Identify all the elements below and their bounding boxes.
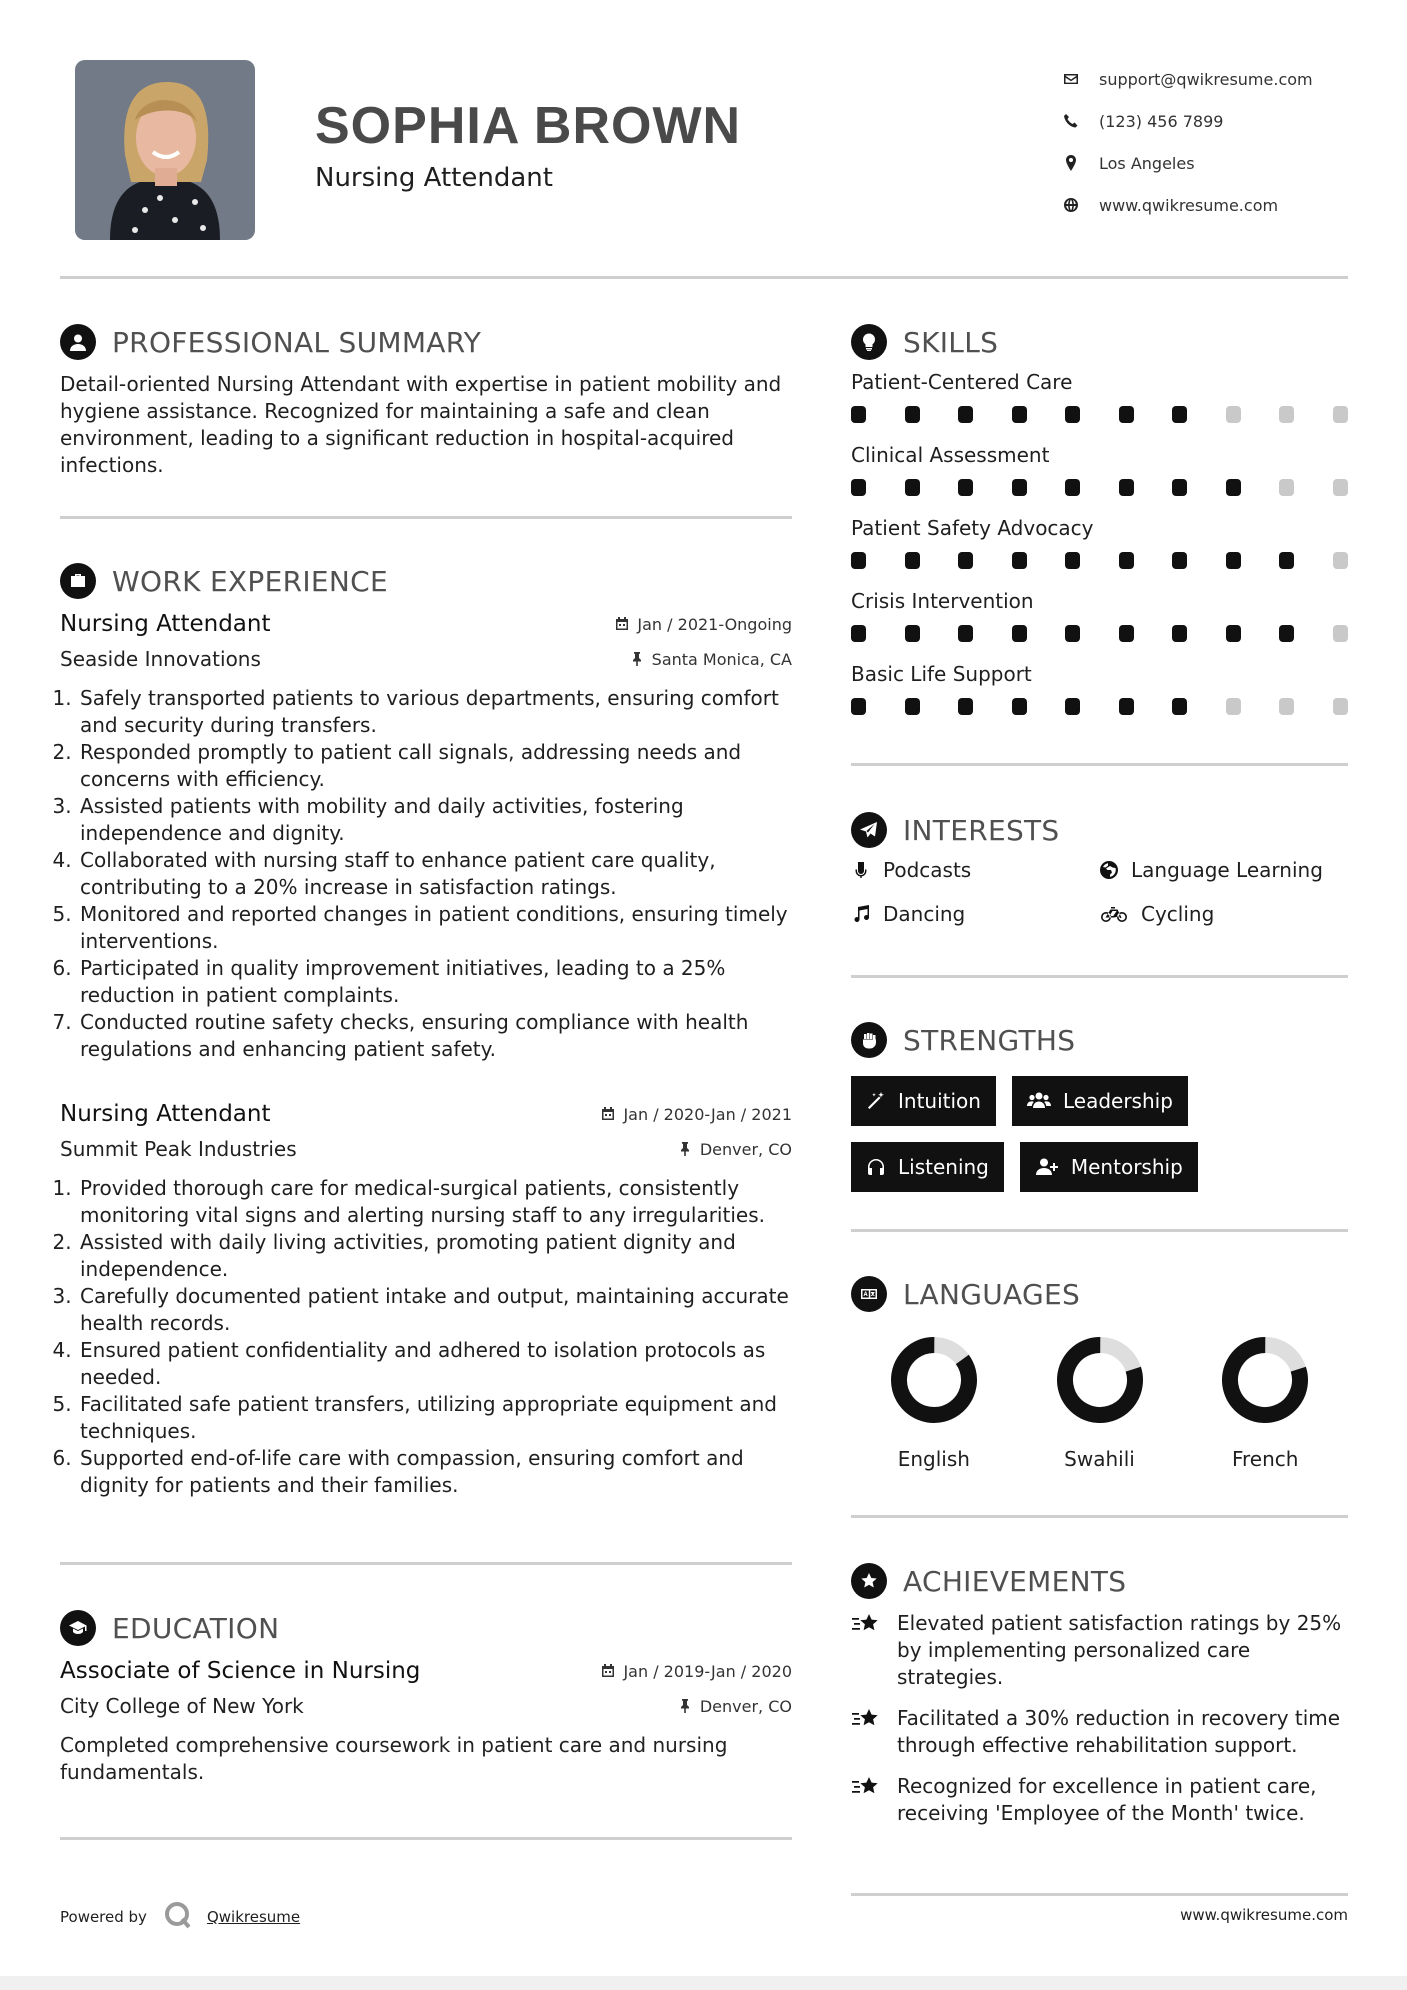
job-company: Seaside Innovations — [60, 647, 261, 671]
map-pin-icon — [1063, 155, 1099, 171]
education-title: EDUCATION — [112, 1611, 280, 1645]
achievements-title: ACHIEVEMENTS — [903, 1564, 1127, 1598]
pushpin-icon — [678, 1699, 692, 1713]
strength-chip — [1020, 1142, 1198, 1192]
job-bullet: 5. Monitored and reported changes in patient conditions, ensuring timely interventions. — [78, 901, 792, 955]
job-bullet: 2. Assisted with daily living activities, promoting patient dignity and independence. — [78, 1229, 792, 1283]
languages-list — [851, 1335, 1348, 1471]
job-bullet: 2. Responded promptly to patient call signals, addressing needs and concerns with efficiency. — [78, 739, 792, 793]
job-company: Summit Peak Industries — [60, 1137, 297, 1161]
skill-dot-empty — [1333, 479, 1348, 496]
education-description: Completed comprehensive coursework in patient care and nursing fundamentals. — [60, 1733, 728, 1784]
graduation-cap-icon — [60, 1610, 96, 1646]
skill-dot-filled — [1012, 625, 1027, 642]
contact-location-text: Los Angeles — [1099, 153, 1195, 173]
skills-heading — [851, 324, 998, 360]
skill-item — [851, 370, 1348, 443]
users-icon — [1027, 1091, 1051, 1111]
achievement-text: Facilitated a 30% reduction in recovery time through effective rehabilitation support. — [897, 1706, 1341, 1757]
interests-list — [851, 856, 1348, 928]
page-bottom-strip — [0, 1976, 1407, 1990]
globe-icon — [1099, 860, 1119, 880]
strengths-list — [851, 1076, 1351, 1208]
job-dates-text: Jan / 2020-Jan / 2021 — [623, 1104, 792, 1124]
strengths-divider — [851, 1229, 1348, 1232]
summary-title: PROFESSIONAL SUMMARY — [112, 325, 482, 359]
achievements-list — [851, 1610, 1351, 1841]
strengths-heading — [851, 1022, 1075, 1058]
music-note-icon — [851, 904, 871, 924]
skills-divider — [851, 763, 1348, 766]
contact-website[interactable] — [1063, 184, 1393, 226]
strength-label: Listening — [898, 1155, 989, 1179]
translate-icon — [851, 1276, 887, 1312]
language-ring — [889, 1335, 979, 1425]
experience-divider — [60, 1562, 792, 1565]
job-bullets — [60, 1175, 792, 1499]
skill-dot-filled — [958, 479, 973, 496]
experience-title: WORK EXPERIENCE — [112, 564, 388, 598]
qwikresume-logo-icon — [163, 1900, 193, 1934]
star-badge-icon — [851, 1563, 887, 1599]
globe-icon — [1063, 197, 1099, 213]
contact-website-text: www.qwikresume.com — [1099, 195, 1279, 215]
skill-dot-filled — [1226, 479, 1241, 496]
phone-icon — [1063, 113, 1099, 129]
job-dates — [601, 1105, 792, 1124]
skill-dot-filled — [905, 552, 920, 569]
skill-dot-empty — [1226, 406, 1241, 423]
skill-name: Patient Safety Advocacy — [851, 516, 1094, 540]
contact-location — [1063, 142, 1393, 184]
summary-heading — [60, 324, 481, 360]
achievement-item — [851, 1705, 1351, 1759]
education-school: City College of New York — [60, 1694, 304, 1718]
skill-rating — [851, 552, 1348, 569]
strength-chip — [851, 1142, 1004, 1192]
lightbulb-icon — [851, 324, 887, 360]
language-item — [1017, 1335, 1183, 1471]
achievement-text: Recognized for excellence in patient care, receiving 'Employee of the Month' twice. — [897, 1774, 1317, 1825]
calendar-icon — [615, 617, 629, 631]
interest-item — [851, 900, 1099, 928]
skill-dot-filled — [958, 406, 973, 423]
skill-rating — [851, 479, 1348, 496]
interests-divider — [851, 975, 1348, 978]
candidate-name: SOPHIA BROWN — [315, 97, 742, 155]
shooting-star-icon — [851, 1775, 881, 1801]
job-bullet: 1. Provided thorough care for medical-surgical patients, consistently monitoring vital signs and alerting nursing staff to any irregularities. — [78, 1175, 792, 1229]
job-location-text: Santa Monica, CA — [651, 649, 792, 669]
skill-name: Crisis Intervention — [851, 589, 1034, 613]
job-location-text: Denver, CO — [699, 1139, 792, 1159]
skill-dot-filled — [905, 698, 920, 715]
skill-item — [851, 589, 1348, 662]
education-dates — [601, 1662, 792, 1681]
skill-dot-filled — [851, 552, 866, 569]
skill-dot-filled — [1065, 406, 1080, 423]
skill-dot-filled — [851, 406, 866, 423]
language-ring-fill — [1055, 1336, 1143, 1424]
language-item — [851, 1335, 1017, 1471]
achievements-divider — [851, 1893, 1348, 1896]
job-bullet: 7. Conducted routine safety checks, ensuring compliance with health regulations and enhancing patient safety. — [78, 1009, 792, 1063]
job-location — [678, 1140, 792, 1159]
language-name: French — [1231, 1447, 1299, 1471]
skill-dot-filled — [1172, 552, 1187, 569]
education-entry — [60, 1658, 792, 1786]
skill-dot-empty — [1279, 479, 1294, 496]
job-bullet: 3. Carefully documented patient intake and output, maintaining accurate health records. — [78, 1283, 792, 1337]
strength-label: Leadership — [1062, 1089, 1173, 1113]
calendar-icon — [601, 1664, 615, 1678]
skill-name: Basic Life Support — [851, 662, 1032, 686]
job-entry — [60, 611, 792, 1063]
microphone-icon — [851, 860, 871, 880]
job-role: Nursing Attendant — [60, 611, 271, 637]
interests-heading — [851, 812, 1060, 848]
skill-dot-empty — [1333, 406, 1348, 423]
skill-dot-filled — [1012, 552, 1027, 569]
skills-title: SKILLS — [903, 325, 999, 359]
skill-dot-filled — [1226, 625, 1241, 642]
skill-dot-filled — [1119, 625, 1134, 642]
languages-divider — [851, 1515, 1348, 1518]
headphones-icon — [866, 1157, 886, 1177]
skill-dot-filled — [1065, 698, 1080, 715]
strength-chip — [1012, 1076, 1188, 1126]
skill-dot-filled — [1119, 552, 1134, 569]
job-bullet: 6. Supported end-of-life care with compassion, ensuring comfort and dignity for patients and their families. — [78, 1445, 792, 1499]
education-location-text: Denver, CO — [699, 1696, 792, 1716]
interest-item — [851, 856, 1099, 884]
education-dates-text: Jan / 2019-Jan / 2020 — [623, 1661, 792, 1681]
skill-dot-filled — [1065, 625, 1080, 642]
skill-dot-filled — [851, 698, 866, 715]
contact-phone-text: (123) 456 7899 — [1099, 111, 1224, 131]
education-divider — [60, 1837, 792, 1840]
job-dates — [615, 615, 792, 634]
skill-item — [851, 662, 1348, 735]
shooting-star-icon — [851, 1612, 881, 1638]
language-ring-fill — [1221, 1336, 1309, 1424]
summary-divider — [60, 516, 792, 519]
skill-dot-filled — [851, 625, 866, 642]
skill-dot-filled — [1119, 406, 1134, 423]
achievement-item — [851, 1610, 1351, 1691]
paper-plane-icon — [851, 812, 887, 848]
user-icon — [60, 324, 96, 360]
pushpin-icon — [678, 1142, 692, 1156]
achievements-heading — [851, 1563, 1126, 1599]
footer-branding — [60, 1900, 300, 1934]
education-location — [678, 1697, 792, 1716]
briefcase-icon — [60, 563, 96, 599]
brand-link[interactable]: Qwikresume — [206, 1908, 301, 1926]
language-ring — [1055, 1335, 1145, 1425]
interest-label: Dancing — [883, 902, 966, 926]
skills-list — [851, 370, 1348, 735]
skill-dot-filled — [958, 625, 973, 642]
candidate-title: Nursing Attendant — [315, 163, 553, 193]
skill-dot-filled — [905, 406, 920, 423]
skill-dot-empty — [1333, 625, 1348, 642]
job-bullet: 5. Facilitated safe patient transfers, utilizing appropriate equipment and techniques. — [78, 1391, 792, 1445]
skill-rating — [851, 625, 1348, 642]
skill-dot-filled — [1012, 698, 1027, 715]
achievement-text: Elevated patient satisfaction ratings by 25% by implementing personalized care strategies. — [897, 1611, 1342, 1689]
skill-dot-filled — [905, 625, 920, 642]
skill-item — [851, 443, 1348, 516]
job-location — [630, 650, 792, 669]
summary-text: Detail-oriented Nursing Attendant with expertise in patient mobility and hygiene assistance. Recognized for maintaining a safe and clean environment, leading to a significant reduction in hospital-acquired infections. — [60, 372, 782, 477]
job-bullet: 6. Participated in quality improvement initiatives, leading to a 25% reduction in patient complaints. — [78, 955, 792, 1009]
skill-dot-filled — [1172, 625, 1187, 642]
interests-title: INTERESTS — [903, 813, 1060, 847]
job-dates-text: Jan / 2021-Ongoing — [637, 614, 792, 634]
calendar-icon — [601, 1107, 615, 1121]
skill-item — [851, 516, 1348, 589]
skill-rating — [851, 698, 1348, 715]
shooting-star-icon — [851, 1707, 881, 1733]
fist-icon — [851, 1022, 887, 1058]
header-divider — [60, 276, 1348, 279]
skill-dot-empty — [1226, 698, 1241, 715]
achievement-item — [851, 1773, 1351, 1827]
language-ring — [1220, 1335, 1310, 1425]
powered-by-text: Powered by — [60, 1908, 147, 1926]
skill-dot-filled — [1065, 552, 1080, 569]
experience-heading — [60, 563, 388, 599]
envelope-icon — [1063, 71, 1099, 87]
skill-dot-filled — [958, 552, 973, 569]
skill-dot-filled — [958, 698, 973, 715]
job-bullets — [60, 685, 792, 1063]
language-name: Swahili — [1064, 1447, 1135, 1471]
skill-dot-filled — [1172, 479, 1187, 496]
interest-item — [1099, 900, 1347, 928]
skill-name: Clinical Assessment — [851, 443, 1050, 467]
strength-label: Mentorship — [1070, 1155, 1183, 1179]
skill-dot-filled — [1172, 406, 1187, 423]
footer-website-link[interactable]: www.qwikresume.com — [1180, 1906, 1348, 1924]
bicycle-icon — [1099, 904, 1129, 924]
contact-list — [1063, 58, 1393, 226]
job-role: Nursing Attendant — [60, 1101, 271, 1127]
skill-dot-filled — [1012, 406, 1027, 423]
skill-dot-empty — [1279, 406, 1294, 423]
languages-title: LANGUAGES — [903, 1277, 1081, 1311]
language-name: English — [897, 1447, 970, 1471]
strengths-title: STRENGTHS — [903, 1023, 1076, 1057]
skill-dot-filled — [1226, 552, 1241, 569]
contact-email[interactable] — [1063, 58, 1393, 100]
skill-dot-filled — [1279, 552, 1294, 569]
skill-dot-filled — [1012, 479, 1027, 496]
strength-label: Intuition — [898, 1089, 981, 1113]
skill-name: Patient-Centered Care — [851, 370, 1073, 394]
interest-label: Cycling — [1141, 902, 1215, 926]
skill-dot-filled — [1119, 479, 1134, 496]
profile-photo — [75, 60, 255, 240]
education-heading — [60, 1610, 279, 1646]
interest-item — [1099, 856, 1347, 884]
contact-email-text: support@qwikresume.com — [1099, 69, 1313, 89]
job-bullet: 4. Collaborated with nursing staff to enhance patient care quality, contributing to a 20% increase in satisfaction ratings. — [78, 847, 792, 901]
skill-dot-filled — [851, 479, 866, 496]
job-bullet: 1. Safely transported patients to various departments, ensuring comfort and security during transfers. — [78, 685, 792, 739]
skill-dot-empty — [1333, 698, 1348, 715]
job-bullet: 3. Assisted patients with mobility and daily activities, fostering independence and dignity. — [78, 793, 792, 847]
skill-dot-filled — [1065, 479, 1080, 496]
language-item — [1182, 1335, 1348, 1471]
contact-phone[interactable] — [1063, 100, 1393, 142]
pushpin-icon — [630, 652, 644, 666]
skill-rating — [851, 406, 1348, 423]
interest-label: Podcasts — [883, 858, 972, 882]
skill-dot-filled — [1119, 698, 1134, 715]
skill-dot-filled — [1172, 698, 1187, 715]
user-plus-icon — [1035, 1157, 1059, 1177]
skill-dot-filled — [1279, 625, 1294, 642]
languages-heading — [851, 1276, 1080, 1312]
skill-dot-filled — [905, 479, 920, 496]
job-entry — [60, 1101, 792, 1499]
skill-dot-empty — [1333, 552, 1348, 569]
skill-dot-empty — [1279, 698, 1294, 715]
education-degree: Associate of Science in Nursing — [60, 1658, 421, 1684]
strength-chip — [851, 1076, 996, 1126]
interest-label: Language Learning — [1131, 858, 1323, 882]
job-bullet: 4. Ensured patient confidentiality and adhered to isolation protocols as needed. — [78, 1337, 792, 1391]
language-ring-fill — [889, 1335, 979, 1425]
magic-wand-icon — [866, 1091, 886, 1111]
